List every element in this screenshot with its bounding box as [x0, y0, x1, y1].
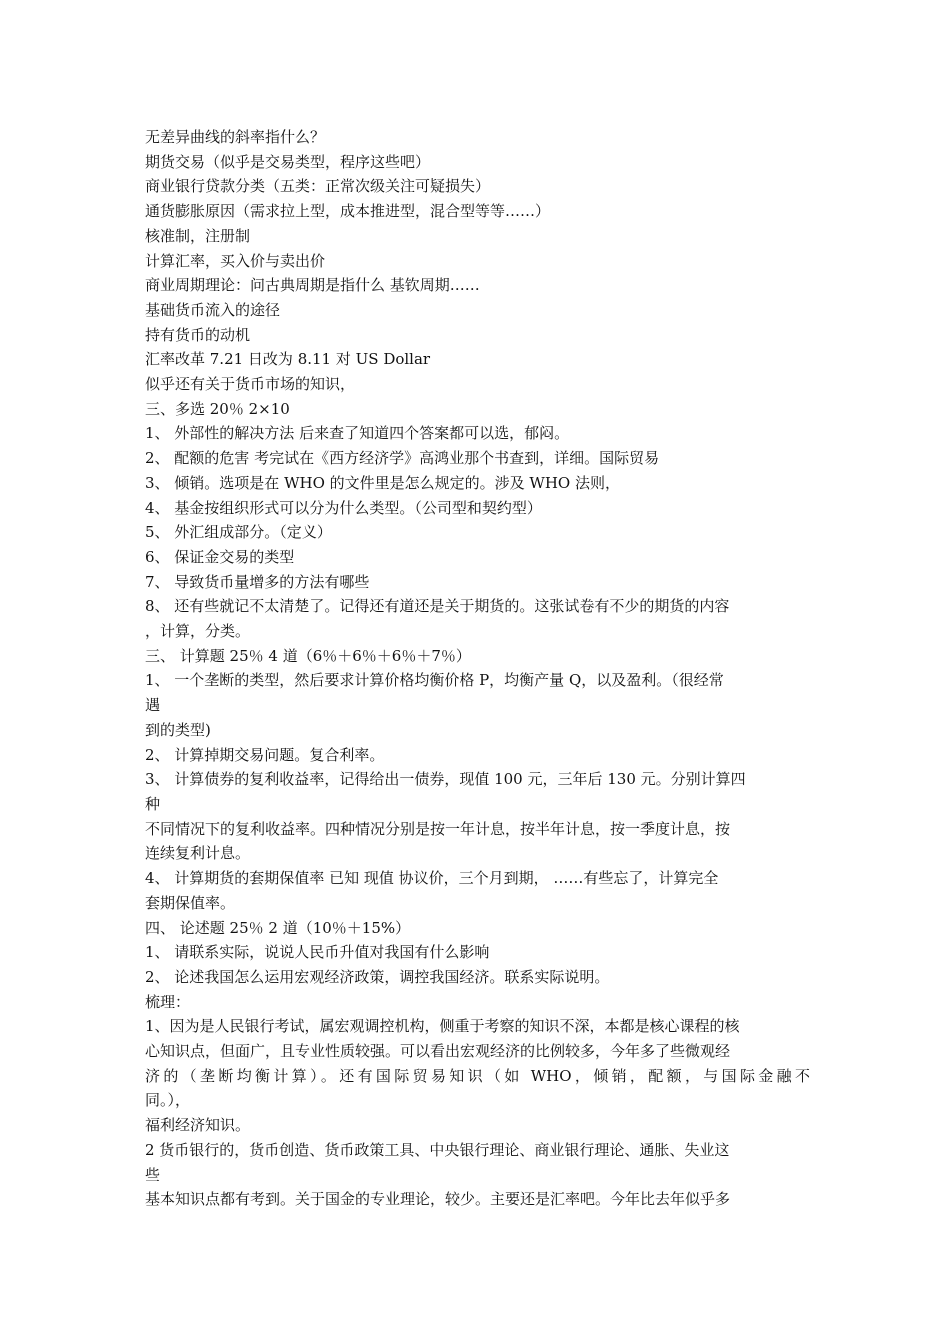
list-item: 1、 一个垄断的类型，然后要求计算价格均衡价格 P，均衡产量 Q，以及盈利。（很经常 — [145, 671, 724, 690]
text-line: 核准制，注册制 — [145, 226, 251, 245]
paragraph-line: 1、因为是人民银行考试，属宏观调控机构，侧重于考察的知识不深，本都是核心课程的核 — [145, 1017, 740, 1036]
list-item: 1、 请联系实际，说说人民币升值对我国有什么影响 — [145, 943, 490, 962]
section-heading: 三、多选 20％ 2×10 — [145, 399, 290, 418]
text-line: 无差异曲线的斜率指什么？ — [145, 128, 326, 146]
list-item: 6、 保证金交易的类型 — [145, 547, 295, 566]
list-item: 2、 计算掉期交易问题。复合利率。 — [145, 745, 385, 764]
list-item: 4、 基金按组织形式可以分为什么类型。（公司型和契约型） — [145, 498, 542, 517]
text-line: 汇率改革 7.21 日改为 8.11 对 US Dollar — [145, 350, 431, 369]
text-line: 计算汇率，买入价与卖出价 — [145, 251, 326, 270]
text-line: 基础货币流入的途径 — [145, 300, 281, 319]
paragraph-line: 基本知识点都有考到。关于国金的专业理论，较少。主要还是汇率吧。今年比去年似乎多 — [145, 1190, 731, 1209]
text-line: 商业周期理论：问古典周期是指什么 基钦周期…… — [145, 276, 480, 295]
list-item: 3、 倾销。选项是在 WHO 的文件里是怎么规定的。涉及 WHO 法则， — [145, 473, 620, 492]
text-line: ，计算，分类。 — [145, 622, 251, 641]
text-line: 遇 — [145, 696, 161, 715]
text-line: 持有货币的动机 — [145, 325, 251, 344]
paragraph-line: 心知识点，但面广，且专业性质较强。可以看出宏观经济的比例较多，今年多了些微观经 — [145, 1042, 731, 1061]
text-line: 期货交易（似乎是交易类型，程序这些吧） — [145, 152, 431, 171]
list-item: 4、 计算期货的套期保值率 已知 现值 协议价，三个月到期， ……有些忘了，计算完全 — [145, 869, 719, 888]
text-line: 似乎还有关于货币市场的知识， — [145, 375, 356, 394]
text-line: 套期保值率。 — [145, 893, 236, 912]
paragraph-line: 些 — [145, 1165, 161, 1184]
list-item: 8、 还有些就记不太清楚了。记得还有道还是关于期货的。这张试卷有不少的期货的内容 — [145, 597, 730, 616]
paragraph-line: 同。）， — [145, 1091, 191, 1110]
text-line: 到的类型) — [145, 720, 211, 739]
section-heading: 梳理： — [145, 992, 191, 1011]
text-line: 通货膨胀原因（需求拉上型，成本推进型，混合型等等……） — [145, 202, 551, 221]
list-item: 1、 外部性的解决方法 后来查了知道四个答案都可以选，郁闷。 — [145, 424, 570, 443]
paragraph-line: 济的（垄断均衡计算）。还有国际贸易知识（如 WHO，倾销，配额，与国际金融不 — [145, 1066, 810, 1085]
list-item: 3、 计算债券的复利收益率，记得给出一债券，现值 100 元，三年后 130 元。分别计算四 — [145, 770, 746, 789]
list-item: 7、 导致货币量增多的方法有哪些 — [145, 572, 370, 591]
list-item: 5、 外汇组成部分。（定义） — [145, 523, 332, 542]
text-line: 种 — [145, 794, 161, 813]
paragraph-line: 2 货币银行的，货币创造、货币政策工具、中央银行理论、商业银行理论、通胀、失业这 — [145, 1140, 730, 1159]
document-body — [145, 125, 810, 1212]
text-line: 连续复利计息。 — [145, 844, 251, 863]
list-item: 2、 论述我国怎么运用宏观经济政策，调控我国经济。联系实际说明。 — [145, 967, 610, 986]
text-line: 商业银行贷款分类（五类：正常次级关注可疑损失） — [145, 177, 491, 196]
text-line: 不同情况下的复利收益率。四种情况分别是按一年计息，按半年计息，按一季度计息，按 — [145, 819, 731, 838]
section-heading: 四、 论述题 25％ 2 道（10％＋15%） — [145, 918, 411, 937]
paragraph-line: 福利经济知识。 — [145, 1116, 251, 1135]
section-heading: 三、 计算题 25％ 4 道（6％＋6％＋6％＋7％） — [145, 646, 471, 665]
list-item: 2、 配额的危害 考完试在《西方经济学》高鸿业那个书查到，详细。国际贸易 — [145, 449, 660, 468]
